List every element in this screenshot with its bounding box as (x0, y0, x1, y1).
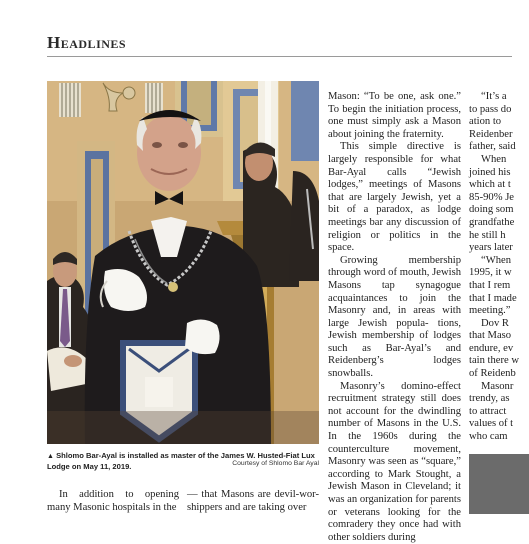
photo-credit: Courtesy of Shlomo Bar Ayal (232, 460, 319, 467)
line: 1995, it w (469, 267, 512, 279)
line: that Maso (469, 330, 512, 342)
line: which at t (469, 179, 511, 191)
line: Masonr (481, 380, 514, 392)
line: doing som (469, 204, 514, 216)
line: values of t (469, 418, 514, 430)
caption-marker-icon: ▲ (47, 453, 54, 460)
caption-text: Shlomo Bar-Ayal is installed as master of the James W. Husted-Fiat Lux Lodge on May 11, 2019. (47, 451, 315, 471)
line: that I made (469, 292, 517, 304)
line: joined his (469, 166, 511, 178)
paragraph: Masonry’s domino-effect recruitment strategy still does not account for the dwindling number of Masons in the U.S. In the 1960s during the counterculture movement, Masonry was seen as “square,” according to Mark Stought, a Jewish Mason in Cleveland; it was an organization for parents or veterans looking for the comradery they once had with other soldiers during (328, 380, 461, 543)
paragraph: Growing membership through word of mouth, Jewish Masons tap synagogue acquaintances to join the Masonry and, in areas with large Jewish popula- tions, Jewish membership of lodges such as Bar-Ayal’s and Reidenberg’s lodges snowballs. (328, 254, 461, 380)
line: meeting.” (469, 305, 511, 317)
line: grandfathe (469, 216, 515, 228)
line: to attract (469, 405, 507, 417)
line: endure, ev (469, 342, 514, 354)
line: Dov R (481, 317, 509, 329)
paragraph: In addition to opening many Masonic hospitals in the (47, 489, 179, 513)
line: trendy, as (469, 393, 510, 405)
line: father, said (469, 141, 516, 153)
article-column-1 (47, 489, 179, 512)
paragraph: Mason: “To be one, ask one.” To begin the initiation process, one must simply ask a Mason about joining the fraternity. (328, 91, 461, 140)
line: When (481, 153, 507, 165)
article-photo (47, 81, 319, 444)
line: “It’s a (481, 91, 507, 102)
line: that I rem (469, 279, 511, 291)
line: he still h (469, 229, 506, 241)
line: years later (469, 242, 513, 254)
section-rule (47, 56, 512, 57)
article-column-2 (187, 489, 319, 512)
paragraph: — that Masons are devil-wor- shippers and are taking over (187, 489, 319, 513)
gray-box (469, 454, 529, 514)
line: to pass do (469, 103, 512, 115)
line: of Reidenb (469, 368, 516, 380)
article-column-4 (469, 91, 529, 461)
paragraph: This simple directive is largely responsible for what Bar-Ayal calls “Jewish lodges,” meetings of Masons that are largely Jewish, yet a bit of a paradox, as lodge meetings bar any discussion of religion or politics in the space. (328, 141, 461, 254)
section-title: Headlines (47, 33, 127, 52)
line: ation to (469, 116, 502, 128)
line: Reidenber (469, 128, 513, 140)
line: tain there w (469, 355, 520, 367)
article-column-3 (328, 91, 461, 543)
line: 85-90% Je (469, 191, 515, 203)
line: “When (481, 254, 511, 266)
line: who cam (469, 431, 508, 443)
